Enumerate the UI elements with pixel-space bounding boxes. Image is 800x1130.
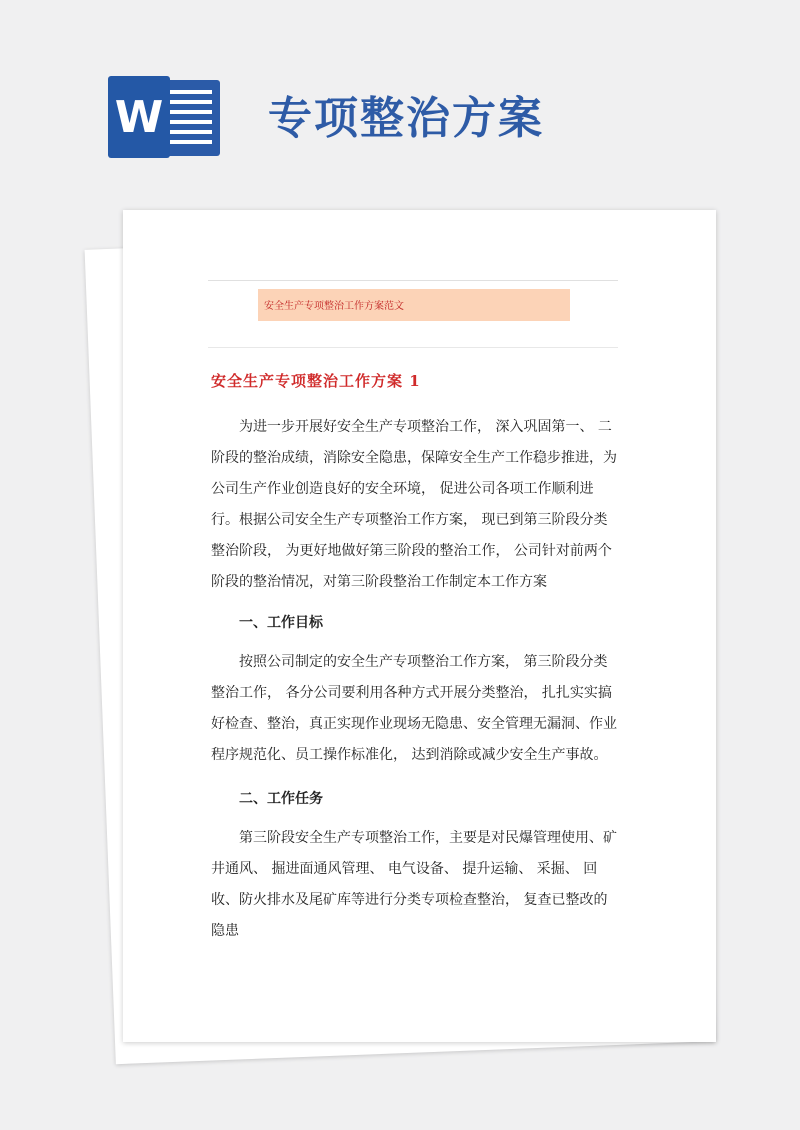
- banner-text: 安全生产专项整治工作方案范文: [264, 301, 404, 312]
- word-icon-line: [164, 120, 212, 124]
- banner-highlight: [258, 289, 570, 321]
- document-banner: [208, 280, 618, 348]
- document-page: [123, 210, 716, 1042]
- section-paragraph-goals: 按照公司制定的安全生产专项整治工作方案， 第三阶段分类整治工作， 各分公司要利用各种方式开展分类整治， 扎扎实实搞好检查、整治，真正实现作业现场无隐患、安全管理无漏洞、作业程序规范化、员工操作标准化， 达到消除或减少安全生产事故。: [211, 654, 617, 763]
- document-heading: 安全生产专项整治工作方案 1: [211, 372, 421, 390]
- page-title: 专项整治方案: [268, 93, 544, 144]
- intro-paragraph: 为进一步开展好安全生产专项整治工作， 深入巩固第一、 二阶段的整治成绩，消除安全隐患，保障安全生产工作稳步推进，为公司生产作业创造良好的安全环境， 促进公司各项工作顺利进行。根据公司安全生产专项整治工作方案， 现已到第三阶段分类整治阶段， 为更好地做好第三阶段的整治工作， 公司针对前两个阶段的整治情况，对第三阶段整治工作制定本工作方案: [211, 419, 617, 590]
- word-document-icon: [108, 76, 220, 158]
- section-heading-tasks: 二、工作任务: [239, 791, 323, 807]
- header: [0, 0, 800, 200]
- word-icon-line: [164, 90, 212, 94]
- word-icon-line: [164, 110, 212, 114]
- word-icon-letter: W: [108, 76, 170, 158]
- section-paragraph-tasks: 第三阶段安全生产专项整治工作，主要是对民爆管理使用、矿井通风、 掘进面通风管理、 电气设备、 提升运输、 采掘、 回收、防火排水及尾矿库等进行分类专项检查整治， 复查已整改的隐患: [211, 830, 617, 939]
- word-icon-line: [164, 140, 212, 144]
- word-icon-line: [164, 130, 212, 134]
- section-heading-goals: 一、工作目标: [239, 615, 323, 631]
- word-icon-line: [164, 100, 212, 104]
